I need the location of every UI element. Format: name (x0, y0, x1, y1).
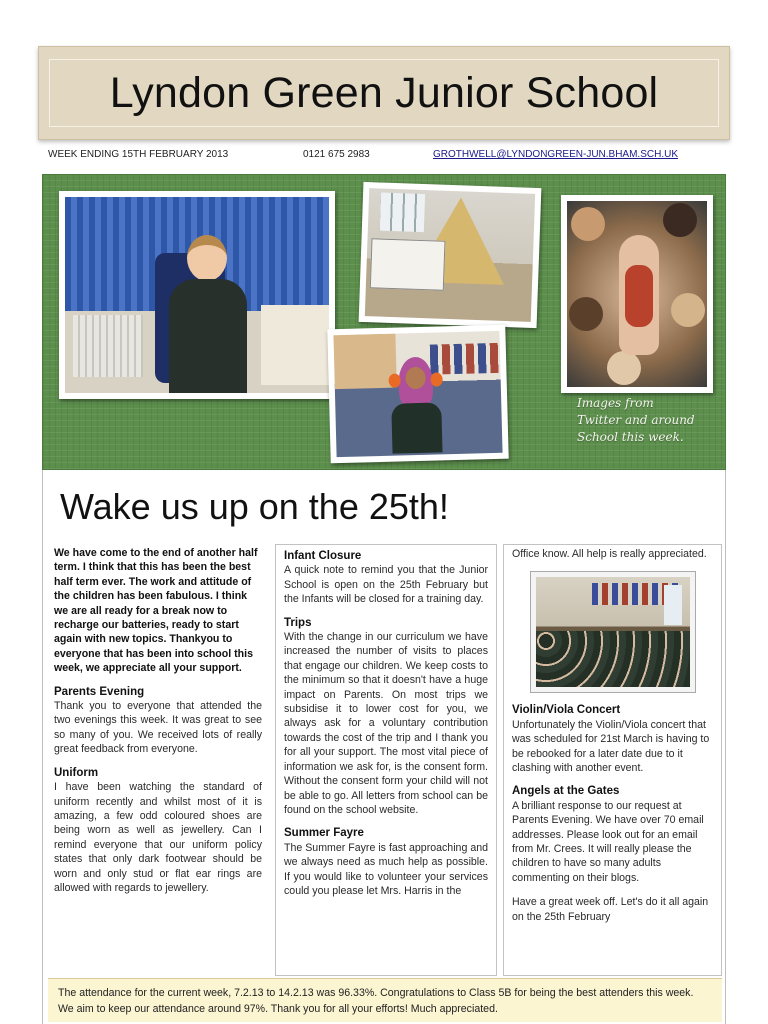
angels-gates-text: A brilliant response to our request at Parents Evening. We have over 70 email addresses. Please look out for an email from Mr. Crees. It will really please the children to have so many adults commenting on their blogs. (512, 799, 704, 884)
infant-closure-text: A quick note to remind you that the Junior School is open on the 25th February but the Infants will be closed for a training day. (284, 564, 488, 606)
photo-girl-with-earmuffs (327, 325, 508, 464)
school-name-title: Lyndon Green Junior School (109, 68, 659, 117)
radiator (73, 315, 143, 377)
photo-school-hall (530, 571, 696, 693)
article-column-1 (48, 544, 268, 976)
summer-fayre-continued: Office know. All help is really appreciated. (512, 548, 707, 560)
trips-text: With the change in our curriculum we have increased the number of visits to places that engage our children. We keep costs to the minimum so that it doesn't have a huge impact on Parents. On most trips we subsidise it to lower cost for you, we always ask for a voluntary contribution towards the cost of the trip and I thank you for all your support. The most vital piece of information we ask for, is the consent form. Without the consent form your child will not be able to go. All letters from school can be found on the school website. (284, 631, 488, 816)
photo-board-caption: Images from Twitter and around School this week. (577, 396, 695, 444)
info-bar (48, 149, 708, 163)
hall-window (664, 585, 682, 625)
violin-concert-heading: Violin/Viola Concert (512, 704, 621, 717)
girl-figure (390, 356, 442, 453)
week-ending-date: WEEK ENDING 15TH FEBRUARY 2013 (48, 149, 229, 160)
article-column-2 (275, 544, 497, 976)
desk (261, 305, 329, 385)
infant-closure-heading: Infant Closure (284, 550, 362, 562)
classroom-shelves (333, 334, 396, 390)
attendance-footer: The attendance for the current week, 7.2.13 to 14.2.13 was 96.33%. Congratulations to Class 5B for being the best attenders this week. We aim to keep our attendance around 97%. Thank you for all your efforts! Much appreciated. (48, 978, 722, 1022)
photo-board (42, 174, 726, 470)
closing-message: Have a great week off. Let's do it all again on the 25th February (512, 896, 709, 923)
masthead-plaque (38, 46, 730, 140)
trips-heading: Trips (284, 616, 312, 629)
violin-concert-text: Unfortunately the Violin/Viola concert that was scheduled for 21st March is having to be rebooked for a later date due to it clashing with another event. (512, 718, 710, 775)
uniform-text: I have been watching the standard of uniform recently and whilst most of it is amazing, a few odd coloured shoes are being worn as well as jewellery. Can I remind everyone that our uniform policy states that only dark footwear should be worn and only stud or flat ear rings are allowed with regards to jewellery. (54, 781, 262, 894)
photo-anatomy-model (561, 195, 713, 393)
parents-evening-heading: Parents Evening (54, 685, 145, 698)
intro-paragraph: We have come to the end of another half term. I think that this has been the best half term ever. The work and attitude of the children has been fabulous. I think we are all ready for a break now to recharge our batteries, ready to start again with new topics. Thankyou to everyone that has been into school this week, we appreciate all your support. (54, 547, 258, 675)
angels-gates-heading: Angels at the Gates (512, 785, 620, 798)
summer-fayre-text: The Summer Fayre is fast approaching and we always need as much help as possible. If you would like to volunteer your services could you please let Mrs. Harris in the (284, 841, 488, 897)
main-headline: Wake us up on the 25th! (60, 486, 449, 527)
photo-child-on-phone (59, 191, 335, 399)
child-figure (169, 235, 247, 393)
masthead-inner-border (49, 59, 719, 127)
school-phone: 0121 675 2983 (303, 149, 370, 160)
article-column-3 (503, 544, 722, 976)
summer-fayre-heading: Summer Fayre (284, 827, 364, 840)
school-email-link[interactable]: GROTHWELL@LYNDONGREEN-JUN.BHAM.SCH.UK (433, 149, 678, 160)
photo-pyramid-model (359, 182, 542, 328)
uniform-heading: Uniform (54, 766, 99, 779)
display-poster (370, 238, 446, 291)
anatomy-organs (625, 265, 653, 327)
hall-audience (536, 631, 690, 687)
parents-evening-text: Thank you to everyone that attended the two evenings this week. It was great to see so many of you. We received lots of really great feedback from everyone. (54, 700, 262, 756)
